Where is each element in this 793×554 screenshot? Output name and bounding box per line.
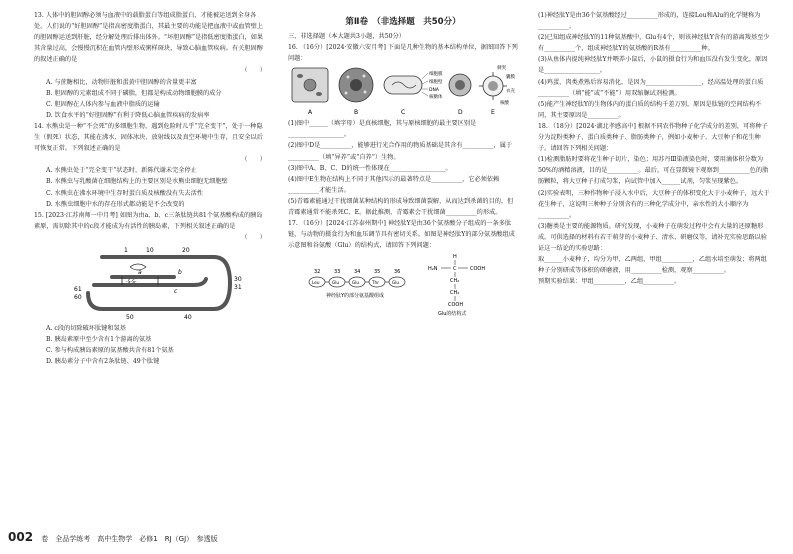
q17-part-1: (1)神经肽Y是由36个氨基酸经过__________形成的，连接Leu和Alu的化学键称为__________。 <box>538 12 761 31</box>
q15-option-a: A. c段的切除破坏肽键和氢基 <box>46 324 126 332</box>
chain-b-path <box>94 279 206 285</box>
label-61: 61 <box>74 285 82 293</box>
question-17-continued <box>538 10 770 121</box>
label-ss: -S-S- <box>126 279 137 285</box>
label-c: c <box>174 287 178 295</box>
q17-part-5: (5)能产生神经肽Y的生物体内的蛋白质的结构千差万别，原因是肽链的空间结构不同，其主要原因是__________。 <box>538 100 762 119</box>
label-30: 30 <box>234 275 242 283</box>
footer-text: 卷 全品学练考 高中生物学 必修1 RJ（GJ） 参透版 <box>41 535 218 543</box>
q15-paren: （ ） <box>241 233 266 241</box>
q14-option-b: B. 水熊虫与乳酸菌在细胞结构上的主要区别是水熊虫细胞无细胞壁 <box>46 178 228 186</box>
q15-option-b: B. 胰岛素原中至少含有1个游离的氨基 <box>46 336 152 344</box>
q18-stem: 18. （18分）[2024·湖北孝感高中] 根据不同农作物种子化学成分的差别，可将种子分为淀粉类种子、蛋白质类种子、脂肪类种子，例如小麦种子、大豆种子和花生种子。请回答下列相关问题： <box>538 122 768 153</box>
residue-33: Glu <box>332 280 340 286</box>
section-title: 第Ⅱ卷 （非选择题 共50分） <box>345 17 461 27</box>
annot-envelope: 囊膜 <box>506 75 515 81</box>
label-31: 31 <box>234 283 242 291</box>
q13-option-a: A. 与蔗糖相比，动物肝脏和蛋黄中胆固醇的含量更丰富 <box>46 78 197 86</box>
label-b: b <box>178 268 182 276</box>
residue-32: Leu <box>312 280 320 286</box>
fig-label-e: E <box>491 109 495 117</box>
q16-part-3: (3)图中A、B、C、D的统一性体现在__________________。 <box>288 164 452 172</box>
annot-wall: 细胞壁 <box>429 80 443 86</box>
residue-35: Thr <box>372 280 379 286</box>
peptide-chain <box>309 269 405 299</box>
glu-caption: Glu的结构式 <box>438 311 467 318</box>
cell-c <box>384 70 443 100</box>
q18-part-1: (1)检测脂肪时要将花生种子切片，染色；用苏丹Ⅲ染液染色时，要用滴体积分数为50%的酒精溶液，目的是__________。最后，可在显微镜下观察到__________色的脂肪颗粒，将大豆种子打成匀浆，向试管中加入______试剂，匀浆呈现紫色。 <box>538 156 769 186</box>
q15-option-d: D. 胰岛素分子中含有2条肽链、49个肽键 <box>46 358 160 366</box>
question-18 <box>538 121 770 287</box>
annot-ribosome: 核糖体 <box>429 95 443 101</box>
glu-c: C <box>453 266 457 273</box>
cell-b <box>339 68 373 102</box>
cell-a <box>292 68 328 102</box>
question-13 <box>34 10 266 121</box>
q18-part-2: (2)实验表明，三种作物种子浸入水中后，大豆种子的体积变化大于小麦种子，远大于花生种子，这说明三种种子分别含有的三种化学成分中，亲水性的大小顺序为__________。 <box>538 189 770 219</box>
label-1: 1 <box>124 246 128 254</box>
q13-option-c: C. 胆固醇在人体内参与血液中脂质的运输 <box>46 100 160 108</box>
glu-ch2-1: CH₂ <box>450 278 460 285</box>
glu-structure <box>428 254 485 317</box>
question-14 <box>34 121 266 210</box>
residue-36: Glu <box>392 280 400 286</box>
label-a: a <box>138 268 142 276</box>
residue-34: Glu <box>352 280 360 286</box>
column-left <box>34 10 266 367</box>
chain-num-35: 35 <box>374 269 381 276</box>
column-middle <box>288 10 518 323</box>
section-subtitle: 三、非选择题（本大题共3小题，共50分） <box>288 33 405 40</box>
q13-option-b: B. 胆固醇的元素组成不同于磷脂，但都是构成动物细胞膜的成分 <box>46 89 222 97</box>
label-10: 10 <box>146 246 154 254</box>
neuropeptide-figure <box>288 251 518 323</box>
annot-dna: DNA <box>429 88 439 94</box>
q13-stem: 13. 人体中的胆固醇必须与血液中的载脂蛋白等组成脂蛋白，才能被运送到全身各处。人们说的“好胆固醇”是指高密度脂蛋白，其最主要的功能是把血液中或血管壁上的胆固醇运送到肝脏，经分解处理后排出体外。“坏胆固醇”是指低密度脂蛋白，如果其含量过高，会慢慢沉积在血管内壁形成粥样斑块，导致心脑血管疾病。有关胆固醇的叙述正确的是 <box>34 12 264 64</box>
annot-membrane: 细胞膜 <box>429 72 443 78</box>
q17-part-3: (3)从鱼体内提纯神经肽Y并喂养小鼠后，小鼠的摄食行为和血压没有发生变化，原因是__________________。 <box>538 56 768 75</box>
q14-option-d: D. 水熊虫细胞中水的存在形式都动能是不会改变的 <box>46 200 185 208</box>
q16-part-5: (5)青霉素能通过干扰细菌某种结构的形成导致细菌裂解，从而达到杀菌的目的，但青霉素通常不能杀死C、E。据此推测，青霉素会干扰细菌__________的形成。 <box>288 197 514 217</box>
cell-e <box>479 64 515 106</box>
q16-part-1: (1)图中______（填字母）是真核细胞，其与原核细胞的最主要区别是__________________。 <box>288 120 477 139</box>
annot-nucleic-acid: 核酸 <box>500 101 509 107</box>
question-15 <box>34 210 266 368</box>
q13-paren: （ ） <box>241 67 266 75</box>
q14-option-c: C. 水熊虫在沸水环境中生存时蛋白质及核酸没有失去活性 <box>46 189 203 197</box>
glu-h: H <box>453 254 457 261</box>
q17-stem: 17. （16分）[2024·江苏泰州期中] 神经肽Y是由36个氨基酸分子组成的一条多肽链，与动物的摄食行为和血压调节具有密切关系。如图是神经肽Y的部分氨基酸组成示意图和谷氨酸（Glu）的结构式，请回答下列问题： <box>288 220 515 250</box>
q15-stem: 15. [2023·江苏南师一中月考] 如图为由a、b、c三条肽链共81个氨基酸构成的胰岛素原，需切除其中的c段才能成为有活性的胰岛素，下列相关叙述正确的是 <box>34 211 263 230</box>
q14-paren: （ ） <box>241 156 266 164</box>
page-number: 002 <box>8 530 34 544</box>
chain-caption: 神经肽Y的部分氨基酸组成 <box>326 293 385 300</box>
q17-part-2: (2)已知组成神经肽Y的11种氨基酸中，Glu有4个，则该神经肽Y含有的游离羧基至少有__________个，组成神经肽Y的氨基酸的R基有__________种。 <box>538 34 770 53</box>
chain-num-32: 32 <box>314 269 321 276</box>
annot-capsid: 衣壳 <box>506 89 515 95</box>
column-right <box>538 10 770 287</box>
q16-part-4: (4)图中E生物在结构上不同于其他四示的最著特点是__________，它必须依赖__________才能生活。 <box>288 175 500 194</box>
cell-structures-figure <box>288 64 518 118</box>
chain-num-34: 34 <box>354 269 361 276</box>
question-16 <box>288 42 518 218</box>
label-60: 60 <box>74 293 82 301</box>
label-40: 40 <box>184 313 192 321</box>
page-footer <box>8 530 218 546</box>
label-50: 50 <box>126 313 134 321</box>
glu-ch2-2: CH₂ <box>450 290 460 297</box>
q13-option-d: D. 饮食水平的“好胆固醇”有利于降低心脑血管疾病的发病率 <box>46 111 210 119</box>
label-20: 20 <box>182 246 190 254</box>
fig-label-b: B <box>354 109 359 117</box>
chain-num-33: 33 <box>334 269 341 276</box>
q16-part-2: (2)图中D是__________，能够进行光合作用的物质基础是其含有__________，属于__________（填“异养”或“自养”）生物。 <box>288 142 513 161</box>
q18-expected-results: 预期实验结果：甲组__________，乙组__________。 <box>538 278 681 286</box>
cell-d <box>449 74 471 96</box>
annot-spike: 刺突 <box>497 66 506 72</box>
q16-stem: 16. （16分）[2024·安徽六安月考] 下面是几种生物的基本结构单位，据图回答下列问题： <box>288 44 518 63</box>
fig-label-a: A <box>308 109 313 117</box>
chain-num-36: 36 <box>394 269 401 276</box>
fig-label-d: D <box>458 109 463 117</box>
q15-option-c: C. 参与构成胰岛素原的氨基酸共含有81个氨基 <box>46 347 174 355</box>
question-17 <box>288 218 518 323</box>
proinsulin-diagram <box>34 243 266 323</box>
q14-option-a: A. 水熊虫处于“完全变干”状态时，新陈代谢未完全停止 <box>46 167 197 175</box>
glu-nh2: H₂N <box>428 266 438 273</box>
q14-stem: 14. 水熊虫是一种“不会死”的多细胞生物，遇到危险时儿乎“完全变干”，处于一种隐生（假死）状态，其能在沸水、固体冰块、放射线以及真空环境中生存，且安全以后可恢复正常。下列叙述正确的是 <box>34 122 263 153</box>
q18-part-3-steps: 取______小麦种子，均分为甲、乙两组，甲组__________，乙组水培至萌发；将两组种子分别研成等体积的研磨液，用__________检测，观察__________。 <box>538 256 767 275</box>
fig-label-c: C <box>401 109 406 117</box>
glu-cooh-1: COOH <box>470 266 486 273</box>
q18-part-3: (3)糖类是主要的能源物质。研究发现，小麦种子在萌发过程中会有大量的还原糖形成。可供选择的材料有若干萌芽的小麦种子、清水、研磨仪等，请补充实验思路以验证这一结论的实验思路： <box>538 222 767 252</box>
q17-part-4: (4)鸡蛋、肉类煮熟后容易消化，是因为__________________，经高温处理的蛋白质__________（填“能”或“不能”）用双缩脲试剂检测。 <box>538 78 764 97</box>
glu-cooh-2: COOH <box>448 302 464 309</box>
